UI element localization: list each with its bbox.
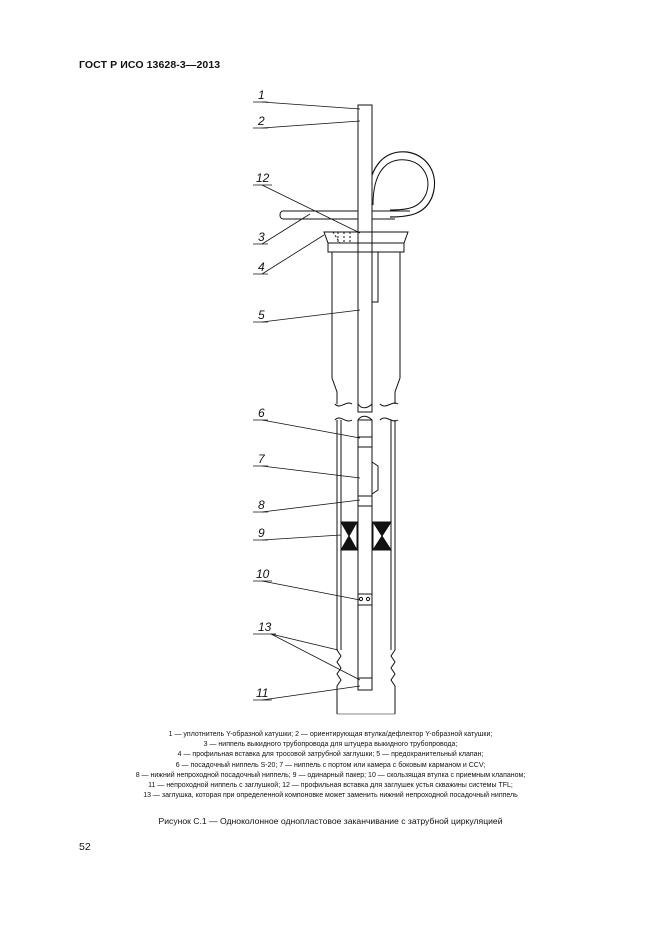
callout-2: 2 — [258, 114, 265, 128]
legend-line: 11 — непроходной ниппель с заглушкой; 12 — профильная вставка для заглушек устья скважины системы TFL; — [148, 782, 513, 790]
legend-line: 4 — профильная вставка для тросовой затрубной заглушки; 5 — предохранительный клапан; — [177, 751, 484, 759]
legend-line: 8 — нижний непроходной посадочный ниппель; 9 — одинарный пакер; 10 — скользящая втулка с приемным клапаном; — [135, 771, 526, 779]
callout-6: 6 — [258, 406, 265, 420]
legend-line: 1 — уплотнитель Y-образной катушки; 2 — ориентирующая втулка/дефлектор Y-образной катушки; — [168, 731, 493, 738]
standard-header: ГОСТ Р ИСО 13628-3—2013 — [79, 59, 221, 71]
legend-line: 3 — ниппель выкидного трубопровода для штуцера выкидного трубопровода; — [203, 741, 458, 749]
figure-legend — [60, 730, 601, 801]
callout-4: 4 — [258, 260, 265, 274]
legend-line: 6 — посадочный ниппель S-20; 7 — ниппель с портом или камера с боковым карманом и CCV; — [175, 761, 486, 769]
callout-13: 13 — [258, 620, 272, 634]
legend-line: 13 — заглушка, которая при определенной компоновке может заменить нижний непроходной посадочный ниппель — [143, 792, 518, 800]
callout-10: 10 — [256, 567, 270, 581]
callout-1: 1 — [258, 88, 265, 102]
callout-3: 3 — [258, 230, 265, 244]
figure-caption: Рисунок С.1 — Одноколонное однопластовое заканчивание с затрубной циркуляцией — [158, 816, 503, 826]
callout-5: 5 — [258, 308, 265, 322]
callout-9: 9 — [258, 526, 265, 540]
callout-11: 11 — [256, 686, 269, 700]
callout-7: 7 — [258, 452, 265, 466]
callout-8: 8 — [258, 498, 265, 512]
page-number: 52 — [79, 841, 91, 853]
callout-12: 12 — [256, 171, 270, 185]
